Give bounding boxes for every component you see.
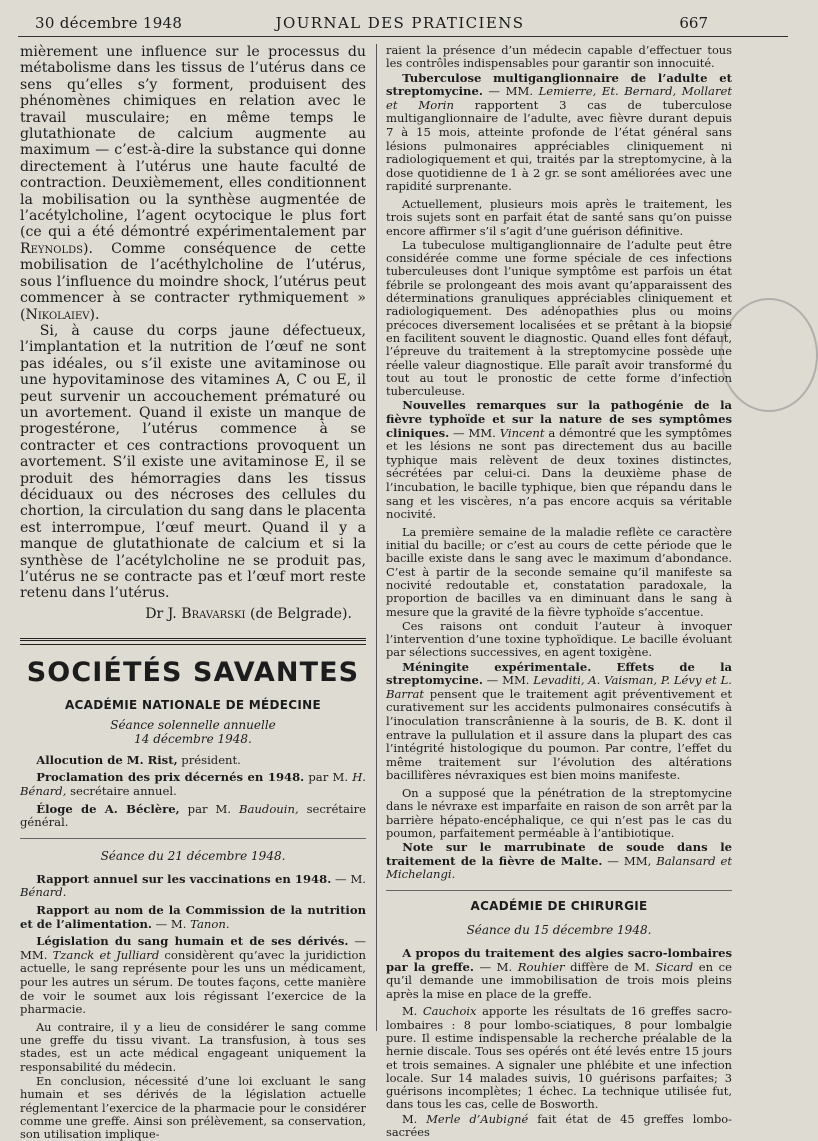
entry-algies-sacro-lombaires: A propos du traitement des algies sacro-lombaires par la greffe. — M. Rouhier diffère de M. Sicard en ce qu’il demande une immobilisation de trois mois pleins après la mise en place de la greffe. [386,946,732,1001]
legislation-paragraph-3: En conclusion, nécessité d’une loi excluant le sang humain et ses dérivés de la législation actuelle réglementant l’exercice de la pharmacie pour le considérer comme une greffe. Ainsi son prélèvement, sa conservation, son utilisation implique- [20,1073,366,1141]
header-rule [18,36,788,37]
entry-fievre-malte: Note sur le marrubinate de soude dans le traitement de la fièvre de Malte. — MM, Balansard et Michelangi. [386,840,732,882]
legislation-paragraph-2: Au contraire, il y a lieu de considérer le sang comme une greffe du tissu vivant. La transfusion, à tous ses stades, est un acte médical engageant uniquement la responsabilité du médecin. [20,1019,366,1074]
article-paragraph-1: mièrement une influence sur le processus du métabolisme dans les tissus de l’utérus dans ce sens qu’elles s’y forment, produisent des phénomènes chimiques en relation avec le travail musculaire; en même temps le glutathionate de calcium augmente au maximum — c’est-à-dire la substance qui donne directement à l’utérus une haute faculté de contraction. Deuxièmement, elles conditionnent la mobilisation ou la synthèse augmentée de l’acétylcholine, l’agent ocytocique le plus fort (ce qui a été démontré expérimentalement par Reynolds). Comme conséquence de cette mobilisation de l’acéthylcholine de l’utérus, sous l’influence du moindre shock, l’utérus peut commencer à se contracter rythmiquement » (Nikolaiev). [20,44,366,323]
page-number: 667 [679,14,708,32]
session-date: Séance du 15 décembre 1948. [466,923,652,938]
divider [20,838,366,839]
journal-title: JOURNAL DES PRATICIENS [275,14,525,32]
library-stamp-mark [720,298,818,412]
continued-paragraph: raient la présence d’un médecin capable d’effectuer tous les contrôles indispensables pour garantir son innocuité. [386,43,732,71]
society-name-medecine: ACADÉMIE NATIONALE DE MÉDECINE [64,697,322,712]
session-date: 14 décembre 1948. [134,731,252,746]
column-divider [376,44,377,1031]
merle-paragraph: M. Merle d’Aubigné fait état de 45 greffes lombo-sacrées [386,1111,732,1140]
entry-legislation-sang: Législation du sang humain et de ses dérivés. — MM. Tzanck et Julliard considèrent qu’avec la juridiction actuelle, le sang représente pour les uns un médicament, pour les autres un sérum. De toutes façons, cette manière de voir le soumet aux lois régissant l’exercice de la pharmacie. [20,934,367,1017]
entry-allocution: Allocution de M. Rist, président. [36,752,241,767]
entry-rapport-nutrition: Rapport au nom de la Commission de la nutrition et de l’alimentation. — M. Tanon. [20,902,366,931]
header-date: 30 décembre 1948 [35,14,183,32]
entry-proclamation: Proclamation des prix décernés en 1948. par M. H. Bénard, secrétaire annuel. [20,770,366,798]
section-title: SOCIÉTÉS SAVANTES [26,656,360,688]
divider [386,890,732,891]
article-signature: Dr J. Bravarski (de Belgrade). [145,605,352,622]
page-header [0,0,800,40]
left-column [20,44,367,1141]
typhoide-paragraph-2: La première semaine de la maladie reflète ce caractère initial du bacille; or c’est au cours de cette période que le bacille existe dans le sang avec le maximum d’abondance. C’est à partir de la seconde semaine qu’il manifeste sa nocivité redoutable et, constatation paradoxale, la proportion de bacilles va en diminuant dans le sang à mesure que la gravité de la fièvre typhoïde s’accentue. [386,524,732,619]
tuberculose-paragraph-2: Actuellement, plusieurs mois après le traitement, les trois sujets sont en parfait état de santé sans qu’on puisse encore affirmer s’il s’agit d’une guérison définitive. [386,196,732,238]
article-paragraph-2: Si, à cause du corps jaune défectueux, l’implantation et la nutrition de l’œuf ne sont pas idéales, ou s’il existe une avitaminose ou une hypovitaminose des vitamines A, C ou E, il peut survenir un accouchement prématuré ou un avortement. Quand il existe un manque de progestérone, l’utérus commence à se contracter et ces contractions provoquent un avortement. S’il existe une avitaminose E, il se produit des hémorragies dans les tissus déciduaux ou des nécroses des cellules du chortion, la circulation du sang dans le placenta est interrompue, l’œuf meurt. Quand il y a manque de glutathionate de calcium et si la synthèse de l’acétylcholine ne se produit pas, l’utérus ne se contracte pas et l’œuf mort reste retenu dans l’utérus. [20,322,366,602]
author-nikolaiev: Nikolaiev [25,306,90,323]
entry-tuberculose: Tuberculose multiganglionnaire de l’adulte et streptomycine. — MM. Lemierre, Et. Bernard, Mollaret et Morin rapportent 3 cas de tuberculose multiganglionnaire de l’adulte, avec fièvre durant depuis 7 à 15 mois, atteinte profonde de l’état général sans lésions pulmonaires appréciables cliniquement ni radiologiquement et qui, traités par la streptomycine, à la dose quotidienne de 1 à 2 gr. se sont améliorées avec une rapidité surprenante. [386,70,733,194]
society-name-chirurgie: ACADÉMIE DE CHIRURGIE [470,899,648,914]
entry-eloge: Éloge de A. Béclère, par M. Baudouin, secrétaire général. [20,801,366,830]
cauchoix-paragraph: M. Cauchoix apporte les résultats de 16 greffes sacro-lombaires : 8 pour lombo-sciatiques, 8 pour lombalgie pure. Il estime indispensable la recherche préalable de la hernie discale. Tous ses opérés ont été levés entre 15 jours et trois semaines. A signaler une phlébite et une infection locale. Sur 14 malades suivis, 10 guérisons parfaites; 3 guérisons incomplètes; 1 échec. La technique utilisée fut, dans tous les cas, celle de Bosworth. [386,1004,732,1112]
session-title: Séance solennelle annuelle [110,717,276,732]
session-date: Séance du 21 décembre 1948. [100,848,286,863]
author-reynolds: Reynolds [20,240,83,257]
entry-meningite: Méningite expérimentale. Effets de la streptomycine. — MM. Levaditi, A. Vaisman, P. Lévy et L. Barrat pensent que le traitement agit préventivement et curativement sur les accidents pulmonaires consécutifs à l’inoculation transcrânienne à la souris, de B. K. dont il entrave la pullulation et il assure dans la plupart des cas l’intégrité histologique du poumon. Par contre, l’effet du même traitement sur l’évolution des altérations bacillifères névraxiques est bien moins manifeste. [386,659,732,783]
entry-fievre-typhoide: Nouvelles remarques sur la pathogénie de la fièvre typhoïde et sur la nature de ses symptômes cliniques. — MM. Vincent a démontré que les symptômes et les lésions ne sont pas directement dus au bacille typhique mais relèvent de deux toxines distinctes, sécrétées par celui-ci. Dans la deuxième phase de l’incubation, le bacille typhique, bien que répandu dans le sang et les viscères, n’a pas encore acquis sa véritable nocivité. [386,398,732,522]
meningite-paragraph-2: On a supposé que la pénétration de la streptomycine dans le névraxe est imparfaite en raison de son arrêt par la barrière hépato-encéphalique, ce qui n’est pas le cas du poumon, parfaitement perméable à l’antibiotique. [386,786,732,840]
entry-rapport-vaccinations: Rapport annuel sur les vaccinations en 1948. — M. Bénard. [20,871,366,900]
typhoide-paragraph-3: Ces raisons ont conduit l’auteur à invoquer l’intervention d’une toxine typhoïdique. Le bacille évoluant par sélections successives, en agent toxigène. [386,618,732,660]
tuberculose-paragraph-3: La tubeculose multiganglionnaire de l’adulte peut être considérée comme une forme spéciale de ces infections tuberculeuses dont l’unique symptôme est parfois un état fébrile se prolongeant des mois avant qu’apparaissent des déterminations granuliques appréciables cliniquement et radiologiquement. Des adénopathies plus ou moins précoces diversement localisées et se prêtant à la biopsie en facilitent souvent le diagnostic. Quand elles font défaut, l’épreuve du traitement à la streptomycine possède une réelle valeur diagnostique. Elle paraît avoir transformé du tout au tout le pronostic de cette forme d’infection tuberculeuse. [386,237,732,399]
section-rule [20,638,366,645]
right-column [386,43,733,1140]
